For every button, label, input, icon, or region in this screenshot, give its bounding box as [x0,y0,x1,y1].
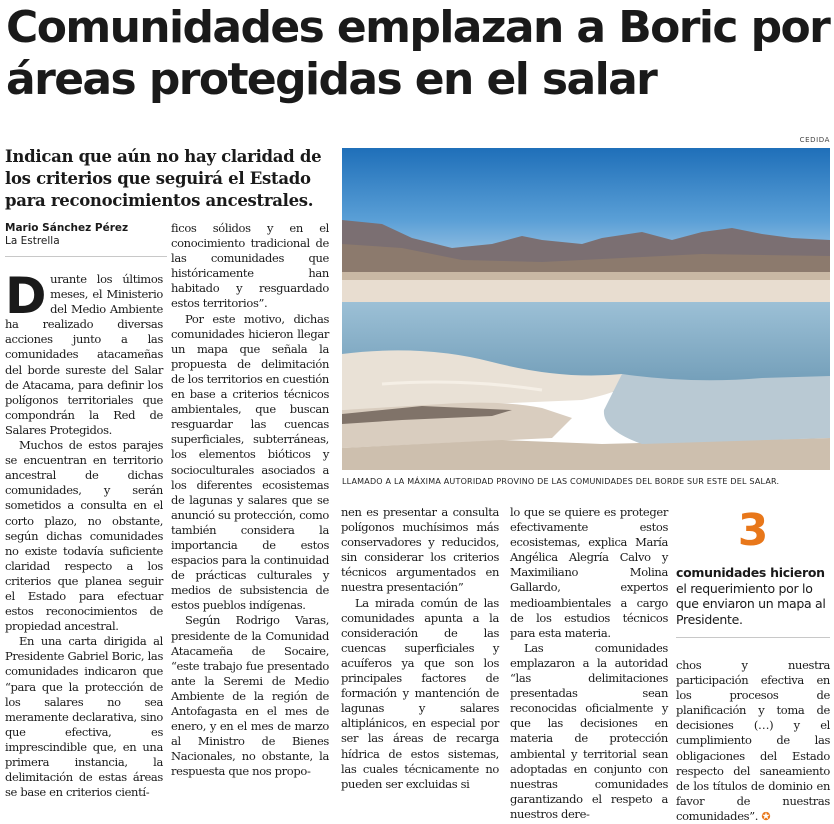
photo-caption: LLAMADO A LA MÁXIMA AUTORIDAD PROVINO DE LAS COMUNIDADES DEL BORDE SUR ESTE DEL SALAR. [342,477,780,486]
byline-divider [5,256,167,257]
paragraph: lo que se quiere es proteger efectivamente estos ecosistemas, explica María Angélica Alegría Calvo y Maximiliano Molina Gallardo, expertos medioambientales a cargo de los estudios técnicos para esta materia. [510,505,668,640]
paragraph: Según Rodrigo Varas, presidente de la Comunidad Atacameña de Socaire, “este trabajo fue presentado ante la Seremi de Medio Ambiente de la región de Antofagasta en el mes de enero, y en el mes de marzo al Ministro de Bienes Nacionales, no obstante, la respuesta que nos propo- [171,613,329,779]
author-name: Mario Sánchez Pérez [5,222,129,234]
column-2 [171,221,329,779]
column-3 [341,505,499,792]
salar-photo [342,148,830,470]
paragraph [676,658,830,824]
photo-credit: CEDIDA [799,136,830,144]
headline: Comunidades emplazan a Boric por áreas protegidas en el salar [6,2,830,105]
stat-rest: el requerimiento por lo que enviaron un mapa al Presidente. [676,580,826,627]
byline [5,222,165,248]
paragraph-text: chos y nuestra participación efectiva en los procesos de planificación y toma de decisiones (…) y el cumplimiento de las obligaciones del Estado respecto del saneamiento de los títulos de dominio en favor de nuestras comunidades”. [676,658,830,823]
paragraph-text: urante los últimos meses, el Ministerio del Medio Ambiente ha realizado diversas acciones junto a las comunidades atacameñas del borde sureste del Salar de Atacama, para definir los polígonos territoriales que compondrán la Red de Salares Protegidos. [5,272,163,437]
paragraph: nen es presentar a consulta polígonos muchísimos más conservadores y reducidos, sin considerar los criterios técnicos argumentados en nuestra presentación” [341,505,499,595]
paragraph: En una carta dirigida al Presidente Gabriel Boric, las comunidades indicaron que “para que la protección de los salares no sea meramente declarativa, sino que efectiva, es imprescindible que, en una primera instancia, la delimitación de estas áreas se base en criterios cientí- [5,634,163,800]
paragraph: Por este motivo, dichas comunidades hicieron llegar un mapa que señala la propuesta de delimitación de los territorios en cuestión en base a criterios técnicos ambientales, que buscan resguardar las cuencas superficiales, subterráneas, los elementos bióticos y socioculturales asociados a los diferentes ecosistemas de lagunas y salares que se anunció su protección, como también considera la importancia de estos espacios para la continuidad de prácticas culturales y medios de subsistencia de estos pueblos indígenas. [171,311,329,613]
end-mark-icon: ✪ [761,809,771,823]
column-5 [676,658,830,824]
column-1 [5,267,163,800]
dropcap: D [5,267,47,325]
stat-bold: comunidades hicieron [676,565,825,580]
stat-number: 3 [737,505,769,556]
column-4 [510,505,668,822]
stat-text [676,565,832,627]
deck-subtitle: Indican que aún no hay claridad de los criterios que seguirá el Estado para reconocimientos ancestrales. [5,147,322,210]
paragraph [5,267,163,438]
stat-divider [676,637,830,638]
outlet-name: La Estrella [5,235,60,247]
paragraph: Las comunidades emplazaron a la autoridad “las delimitaciones presentadas sean reconocidas oficialmente y que las decisiones en materia de protección ambiental y territorial sean adoptadas en conjunto con nuestras comunidades garantizando el respeto a nuestros dere- [510,640,668,821]
paragraph: ficos sólidos y en el conocimiento tradicional de las comunidades que históricamente han habitado y resguardado estos territorios”. [171,221,329,311]
paragraph: Muchos de estos parajes se encuentran en territorio ancestral de dichas comunidades, y serán sometidos a consulta en el corto plazo, no obstante, según dichas comunidades no existe todavía suficiente claridad respecto a los criterios que planea seguir el Estado para efectuar estos reconocimientos de propiedad ancestral. [5,438,163,634]
paragraph: La mirada común de las comunidades apunta a la consideración de las cuencas superficiales y acuíferos ya que son los principales factores de formación y mantención de lagunas y salares altiplánicos, en especial por ser las áreas de recarga hídrica de estos sistemas, las cuales técnicamente no pueden ser excluidas si [341,595,499,791]
